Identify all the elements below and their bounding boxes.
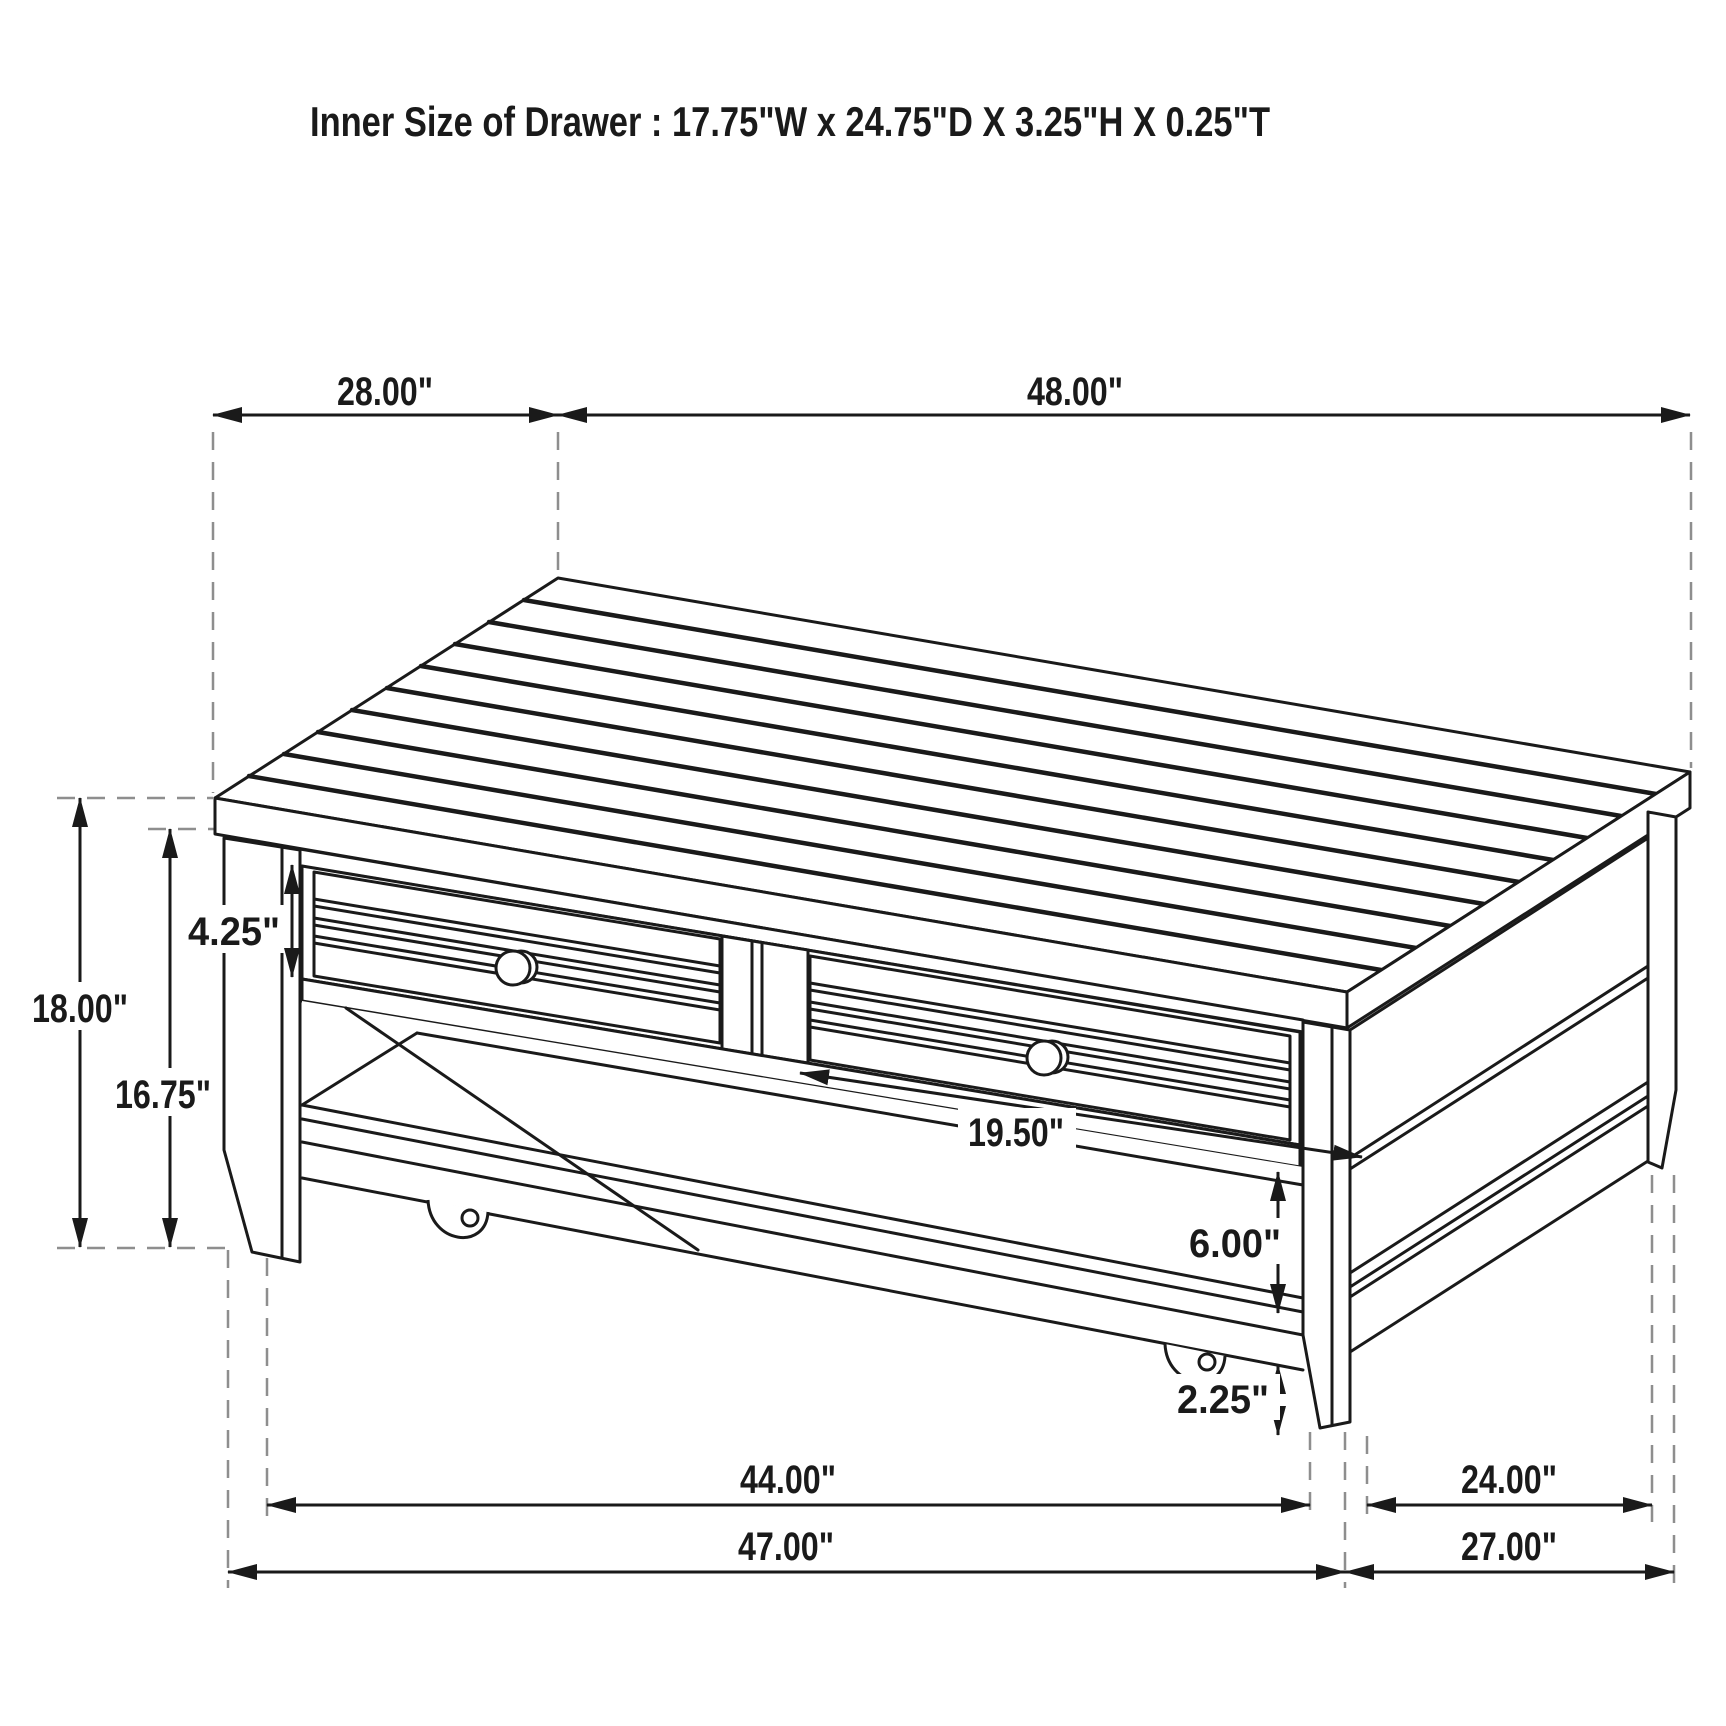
dim-top-depth-28: [213, 370, 558, 415]
dim-under-top-height-16-75: [105, 829, 221, 1247]
svg-text:24.00": 24.00": [1461, 1458, 1557, 1502]
front-left-leg: [224, 838, 300, 1262]
svg-text:47.00": 47.00": [738, 1525, 834, 1569]
back-right-leg: [1648, 812, 1676, 1168]
right-drawer-knob: [1027, 1041, 1068, 1075]
left-drawer-knob: [496, 951, 537, 985]
dim-side-overall-depth-27: [1345, 1525, 1674, 1572]
dim-floor-clearance-2-25: [1166, 1365, 1280, 1435]
svg-text:16.75": 16.75": [115, 1073, 211, 1117]
table-drawing: [215, 578, 1690, 1428]
svg-text:44.00": 44.00": [740, 1458, 836, 1502]
dim-overall-height-18: [22, 798, 138, 1247]
svg-text:48.00": 48.00": [1027, 370, 1123, 414]
drawing-title: Inner Size of Drawer : 17.75"W x 24.75"D X 3.25"H X 0.25"T: [310, 98, 1271, 145]
svg-text:4.25": 4.25": [188, 910, 280, 954]
svg-text:19.50": 19.50": [968, 1111, 1064, 1155]
dim-top-width-48: [558, 370, 1690, 415]
dim-front-overall-width-47: [228, 1525, 1345, 1572]
right-side-apron: [1350, 1106, 1648, 1352]
center-stile: [722, 936, 808, 1063]
svg-text:2.25": 2.25": [1177, 1378, 1269, 1422]
front-right-leg: [1303, 1022, 1350, 1428]
svg-text:28.00": 28.00": [337, 370, 433, 414]
svg-text:18.00": 18.00": [32, 987, 128, 1031]
dim-front-inner-width-44: [267, 1458, 1310, 1505]
dim-side-inner-depth-24: [1367, 1458, 1652, 1505]
svg-text:27.00": 27.00": [1461, 1525, 1557, 1569]
svg-text:6.00": 6.00": [1189, 1222, 1281, 1266]
